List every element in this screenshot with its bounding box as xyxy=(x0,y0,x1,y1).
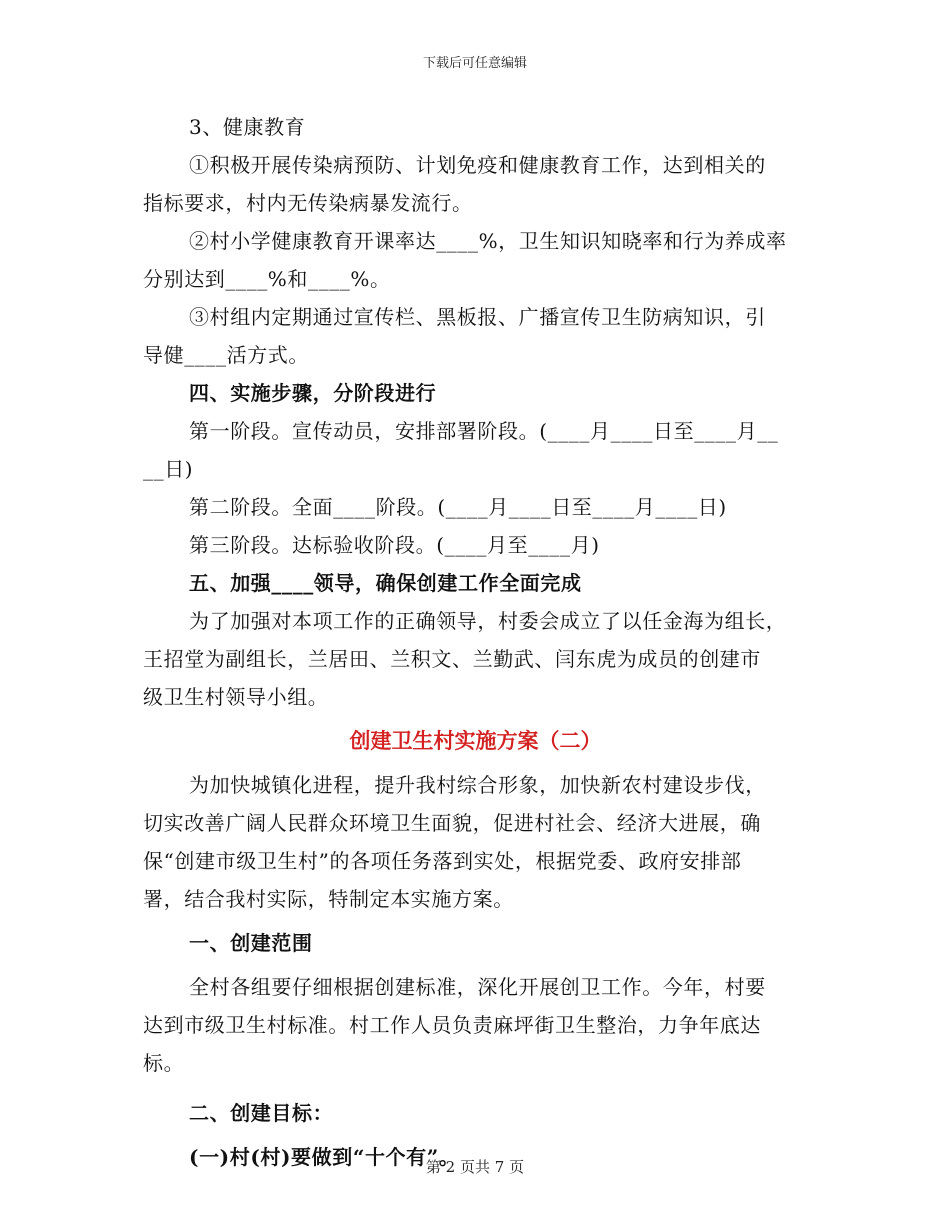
paragraph-line: 署，结合我村实际，特制定本实施方案。 xyxy=(143,887,514,911)
section-heading: 五、加强____领导，确保创建工作全面完成 xyxy=(189,571,582,595)
paragraph-line: ③村组内定期通过宣传栏、黑板报、广播宣传卫生防病知识，引 xyxy=(189,305,766,329)
section-heading: 一、创建范围 xyxy=(189,931,313,955)
paragraph-line: 导健____活方式。 xyxy=(143,343,309,367)
page-footer: 第 2 页共 7 页 xyxy=(425,1158,525,1176)
document-title: 创建卫生村实施方案（二） xyxy=(349,728,602,753)
document-body xyxy=(143,108,808,1176)
paragraph-line: ②村小学健康教育开课率达____%，卫生知识知晓率和行为养成率 xyxy=(189,229,787,253)
section-heading: (一)村(村)要做到“十个有”。 xyxy=(189,1145,460,1169)
paragraph-line: __日) xyxy=(143,457,194,481)
paragraph-line: 达到市级卫生村标准。村工作人员负责麻坪街卫生整治，力争年底达 xyxy=(143,1013,761,1037)
section-heading: 二、创建目标： xyxy=(189,1101,334,1125)
paragraph-line: 第一阶段。宣传动员，安排部署阶段。(____月____日至____月__ xyxy=(189,419,779,443)
section-heading: 3、健康教育 xyxy=(189,115,306,139)
paragraph-line: 分别达到____%和____%。 xyxy=(143,267,391,291)
paragraph-line: 王招堂为副组长，兰居田、兰积文、兰勤武、闫东虎为成员的创建市 xyxy=(143,647,761,671)
paragraph-line: 第二阶段。全面____阶段。(____月____日至____月____日) xyxy=(189,495,727,519)
section-heading: 四、实施步骤，分阶段进行 xyxy=(189,381,437,405)
paragraph-line: 级卫生村领导小组。 xyxy=(143,685,329,709)
paragraph-line: 保“创建市级卫生村”的各项任务落到实处，根据党委、政府安排部 xyxy=(143,849,742,873)
paragraph-line: 第三阶段。达标验收阶段。(____月至____月) xyxy=(189,533,600,557)
paragraph-line: 切实改善广阔人民群众环境卫生面貌，促进村社会、经济大进展，确 xyxy=(143,811,761,835)
paragraph-line: 为了加强对本项工作的正确领导，村委会成立了以任金海为组长， xyxy=(189,609,787,633)
paragraph-line: 为加快城镇化进程，提升我村综合形象，加快新农村建设步伐， xyxy=(189,773,766,797)
paragraph-line: 指标要求，村内无传染病暴发流行。 xyxy=(143,191,473,215)
paragraph-line: ①积极开展传染病预防、计划免疫和健康教育工作，达到相关的 xyxy=(189,153,766,177)
paragraph-line: 全村各组要仔细根据创建标准，深化开展创卫工作。今年，村要 xyxy=(189,975,766,999)
paragraph-line: 标。 xyxy=(143,1051,185,1075)
page-header: 下载后可任意编辑 xyxy=(422,56,527,71)
